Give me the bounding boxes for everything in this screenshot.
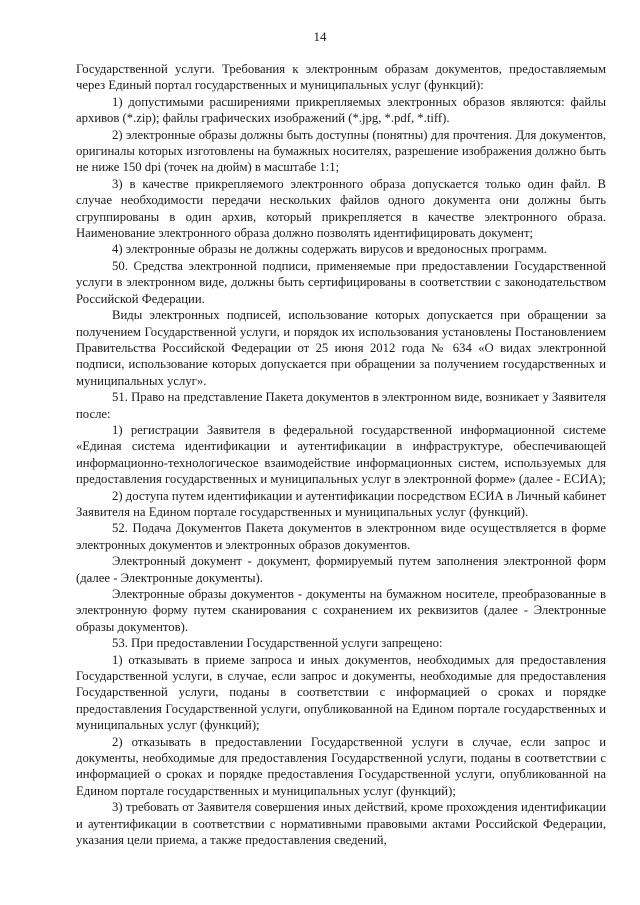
page-number: 14 (313, 29, 327, 44)
paragraph-continuation: Государственной услуги. Требования к электронным образам документов, предоставляемым через Единый портал государственных и муниципальных услуг (функций): (76, 62, 606, 93)
paragraph-item-2: 2) электронные образы должны быть доступны (понятны) для прочтения. Для документов, оригиналы которых изготовлены на бумажных носителях, разрешение изображения должно быть не ниже 150 dpi (точек на дюйм) в масштабе 1:1; (76, 127, 606, 175)
paragraph-53-item-3: 3) требовать от Заявителя совершения иных действий, кроме прохождения идентификации и аутентификации в соответствии с нормативными правовыми актами Российской Федерации, указания цели приема, а также предоставления сведений, (76, 800, 606, 848)
document-body (76, 61, 606, 849)
paragraph-electronic-document: Электронный документ - документ, формируемый путем заполнения электронной форм (далее - Электронные документы). (76, 554, 606, 585)
paragraph-51-item-1: 1) регистрации Заявителя в федеральной государственной информационной системе «Единая система идентификации и аутентификации в инфраструктуре, обеспечивающей информационно-технологическое взаимодействие информационных систем, используемых для предоставления государственных и муниципальных услуг в электронной форме» (далее - ЕСИА); (76, 422, 606, 487)
paragraph-item-3: 3) в качестве прикрепляемого электронного образа допускается только один файл. В случае необходимости передачи нескольких файлов одного документа они должны быть сгруппированы в один архив, который прикрепляется в качестве электронного образа. Наименование электронного образа должно позволять идентифицировать документ; (76, 176, 606, 241)
paragraph-51-item-2: 2) доступа путем идентификации и аутентификации посредством ЕСИА в Личный кабинет Заявителя на Едином портале государственных и муниципальных услуг (функций). (76, 488, 606, 519)
paragraph-section-50: 50. Средства электронной подписи, применяемые при предоставлении Государственной услуги в электронном виде, должны быть сертифицированы в соответствии с законодательством Российской Федерации. (76, 258, 606, 306)
paragraph-item-1: 1) допустимыми расширениями прикрепляемых электронных образов являются: файлы архивов (*.zip); файлы графических изображений (*.jpg, *.pdf, *.tiff). (76, 94, 606, 126)
paragraph-section-53: 53. При предоставлении Государственной услуги запрещено: (112, 636, 443, 651)
paragraph-section-51: 51. Право на представление Пакета документов в электронном виде, возникает у Заявителя после: (76, 390, 606, 421)
paragraph-electronic-images: Электронные образы документов - документы на бумажном носителе, преобразованные в электронную форму путем сканирования с сохранением их реквизитов (далее - Электронные образы документов). (76, 587, 606, 634)
paragraph-signature-types: Виды электронных подписей, использование которых допускается при обращении за получением Государственной услуги, и порядок их использования установлены Постановлением Правительства Российской Федерации от 25 июня 2012 года № 634 «О видах электронной подписи, использование которых допускается при обращении за получением государственных и муниципальных услуг». (76, 308, 606, 388)
paragraph-item-4: 4) электронные образы не должны содержать вирусов и вредоносных программ. (112, 242, 547, 257)
paragraph-53-item-2: 2) отказывать в предоставлении Государственной услуги в случае, если запрос и документы, необходимые для предоставления Государственной услуги, поданы в соответствии с информацией о сроках и порядке предоставления Государственной услуги, опубликованной на Едином портале государственных и муниципальных услуг (функций); (76, 734, 606, 798)
paragraph-section-52: 52. Подача Документов Пакета документов в электронном виде осуществляется в форме электронных документов и электронных образов документов. (76, 521, 606, 552)
paragraph-53-item-1: 1) отказывать в приеме запроса и иных документов, необходимых для предоставления Государственной услуги, в случае, если запрос и документы, необходимые для предоставления Государственной услуги, поданы в соответствии с информацией о сроках и порядке предоставления Государственной услуги, опубликованной на Едином портале государственных и муниципальных услуг (функций); (76, 652, 606, 733)
